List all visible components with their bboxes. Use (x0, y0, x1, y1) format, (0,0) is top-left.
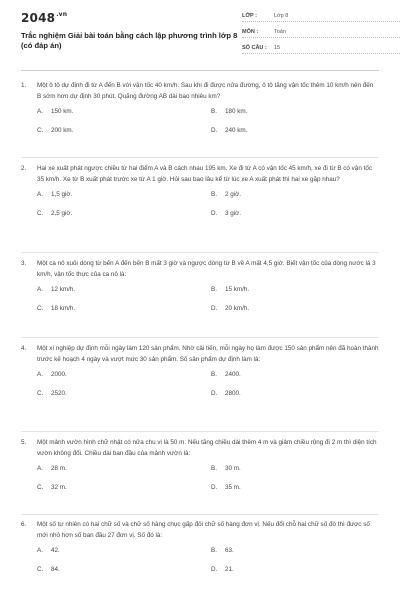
option-letter: C. (37, 566, 44, 573)
option-text: 28 m. (51, 465, 67, 472)
meta-class (242, 10, 400, 22)
option-letter: D. (211, 484, 218, 491)
question-4 (21, 343, 379, 399)
option-letter: A. (37, 371, 43, 378)
option-text: 21. (225, 566, 234, 573)
option-text: 12 km/h. (51, 286, 76, 293)
option-text: 15 km/h. (225, 286, 250, 293)
option-text: 2520. (51, 390, 67, 397)
meta-subject (242, 26, 400, 38)
option-c[interactable] (37, 127, 73, 134)
option-b[interactable] (211, 547, 234, 554)
meta-subject-label: MÔN : (242, 29, 259, 35)
option-b[interactable] (211, 465, 241, 472)
option-letter: D. (211, 210, 218, 217)
meta-count-label: SỐ CÂU : (242, 45, 267, 51)
option-c[interactable] (37, 390, 67, 397)
option-letter: D. (211, 390, 218, 397)
option-c[interactable] (37, 566, 60, 573)
question-number: 6. (21, 521, 27, 528)
meta-class-value: Lớp 8 (274, 13, 289, 19)
option-text: 1,5 giờ. (51, 191, 73, 198)
option-text: 2800. (225, 390, 241, 397)
option-c[interactable] (37, 210, 72, 217)
site-logo[interactable] (21, 11, 67, 25)
question-divider (21, 514, 379, 515)
option-a[interactable] (37, 108, 73, 115)
option-a[interactable] (37, 371, 67, 378)
option-text: 240 km. (225, 127, 248, 134)
option-text: 42. (51, 547, 60, 554)
question-number: 2. (21, 165, 27, 172)
option-text: 18 km/h. (51, 305, 76, 312)
page-header (14, 0, 386, 66)
logo-suffix: .vn (56, 11, 68, 18)
question-divider (21, 431, 379, 432)
option-text: 2400. (225, 371, 241, 378)
question-text: Hai xe xuất phát ngược chiều từ hai điểm A và B cách nhau 195 km. Xe đi từ A có vận tốc 45 km/h, xe đi từ B có vận tốc 35 km/h. Xe từ B xuất phát trước xe từ A 1 giờ. Hỏi sau bao lâu kể từ lúc xe A xuất phát thì hai xe gặp nhau? (37, 165, 372, 183)
question-number: 5. (21, 439, 27, 446)
question-text: Một số tự nhiên có hai chữ số và chữ số hàng chục gấp đôi chữ số hàng đơn vị. Nếu đổi chỗ hai chữ số đó thì được số mới nhỏ hơn số ban đầu 27 đơn vị. Số đó là: (37, 521, 370, 539)
answer-options (21, 547, 379, 575)
option-letter: B. (211, 286, 217, 293)
option-letter: C. (37, 390, 44, 397)
option-c[interactable] (37, 484, 67, 491)
option-d[interactable] (211, 305, 249, 312)
answer-options (21, 108, 379, 136)
option-text: 3 giờ. (225, 210, 242, 217)
option-text: 20 km/h. (225, 305, 250, 312)
option-text: 2000. (51, 371, 67, 378)
option-b[interactable] (211, 371, 241, 378)
question-6 (21, 519, 379, 575)
option-d[interactable] (211, 566, 234, 573)
meta-class-label: LỚP : (242, 13, 257, 19)
question-text: Một mảnh vườn hình chữ nhật có nửa chu vi là 50 m. Nếu tăng chiều dài thêm 4 m và giảm chiều rộng đi 2 m thì diện tích vườn không đổi. Chiều dài ban đầu của mảnh vườn là: (37, 439, 377, 457)
question-divider (21, 252, 379, 253)
option-d[interactable] (211, 484, 241, 491)
option-a[interactable] (37, 286, 75, 293)
option-text: 180 km. (225, 108, 248, 115)
option-a[interactable] (37, 191, 72, 198)
question-divider (21, 157, 379, 158)
option-b[interactable] (211, 191, 241, 198)
option-text: 63. (225, 547, 234, 554)
option-b[interactable] (211, 286, 249, 293)
option-letter: D. (211, 305, 218, 312)
question-2 (21, 163, 379, 219)
option-letter: A. (37, 108, 43, 115)
option-letter: A. (37, 191, 43, 198)
option-text: 84. (51, 566, 60, 573)
question-text: Một ca nô xuôi dòng từ bến A đến bến B mất 3 giờ và ngược dòng từ B về A mất 4,5 giờ. Biết vận tốc của dòng nước là 3 km/h, vận tốc thực của ca nô là: (37, 260, 376, 278)
question-number: 4. (21, 345, 27, 352)
option-letter: A. (37, 286, 43, 293)
option-c[interactable] (37, 305, 75, 312)
answer-options (21, 286, 379, 314)
option-letter: C. (37, 127, 44, 134)
option-letter: B. (211, 191, 217, 198)
answer-options (21, 465, 379, 493)
question-number: 3. (21, 260, 27, 267)
option-letter: D. (211, 566, 218, 573)
meta-subject-value: Toán (274, 29, 286, 35)
option-text: 150 km. (51, 108, 74, 115)
option-letter: B. (211, 108, 217, 115)
option-letter: C. (37, 305, 44, 312)
option-text: 30 m. (225, 465, 241, 472)
question-1 (21, 80, 379, 136)
answer-options (21, 371, 379, 399)
option-letter: C. (37, 210, 44, 217)
question-3 (21, 258, 379, 314)
question-divider (21, 337, 379, 338)
page-title: Trắc nghiệm Giải bài toán bằng cách lập phương trình lớp 8 (có đáp án) (21, 31, 238, 50)
quiz-meta (242, 10, 400, 58)
question-5 (21, 437, 379, 493)
question-number: 1. (21, 82, 27, 89)
option-text: 200 km. (51, 127, 74, 134)
option-letter: A. (37, 465, 43, 472)
option-text: 2 giờ. (225, 191, 242, 198)
question-text: Một ô tô dự định đi từ A đến B với vận tốc 40 km/h. Sau khi đi được nửa đường, ô tô tăng vận tốc thêm 10 km/h nên đến B sớm hơn dự định 30 phút. Quãng đường AB dài bao nhiêu km? (37, 82, 374, 100)
option-text: 32 m. (51, 484, 67, 491)
option-d[interactable] (211, 127, 247, 134)
option-d[interactable] (211, 210, 241, 217)
option-text: 35 m. (225, 484, 241, 491)
option-a[interactable] (37, 547, 60, 554)
option-text: 2,5 giờ. (51, 210, 73, 217)
option-letter: A. (37, 547, 43, 554)
header-divider (21, 70, 379, 71)
option-d[interactable] (211, 390, 241, 397)
option-letter: B. (211, 465, 217, 472)
option-letter: C. (37, 484, 44, 491)
logo-text: 2048 (21, 11, 56, 25)
option-letter: B. (211, 371, 217, 378)
option-b[interactable] (211, 108, 247, 115)
option-letter: B. (211, 547, 217, 554)
meta-count-value: 15 (274, 45, 281, 51)
question-text: Một xí nghiệp dự định mỗi ngày làm 120 sản phẩm. Nhờ cải tiến, mỗi ngày họ làm được 150 sản phẩm nên đã hoàn thành trước kế hoạch 4 ngày và vượt mức 30 sản phẩm. Số sản phẩm dự định làm là: (37, 345, 379, 363)
option-a[interactable] (37, 465, 67, 472)
answer-options (21, 191, 379, 219)
option-letter: D. (211, 127, 218, 134)
meta-count (242, 42, 400, 54)
